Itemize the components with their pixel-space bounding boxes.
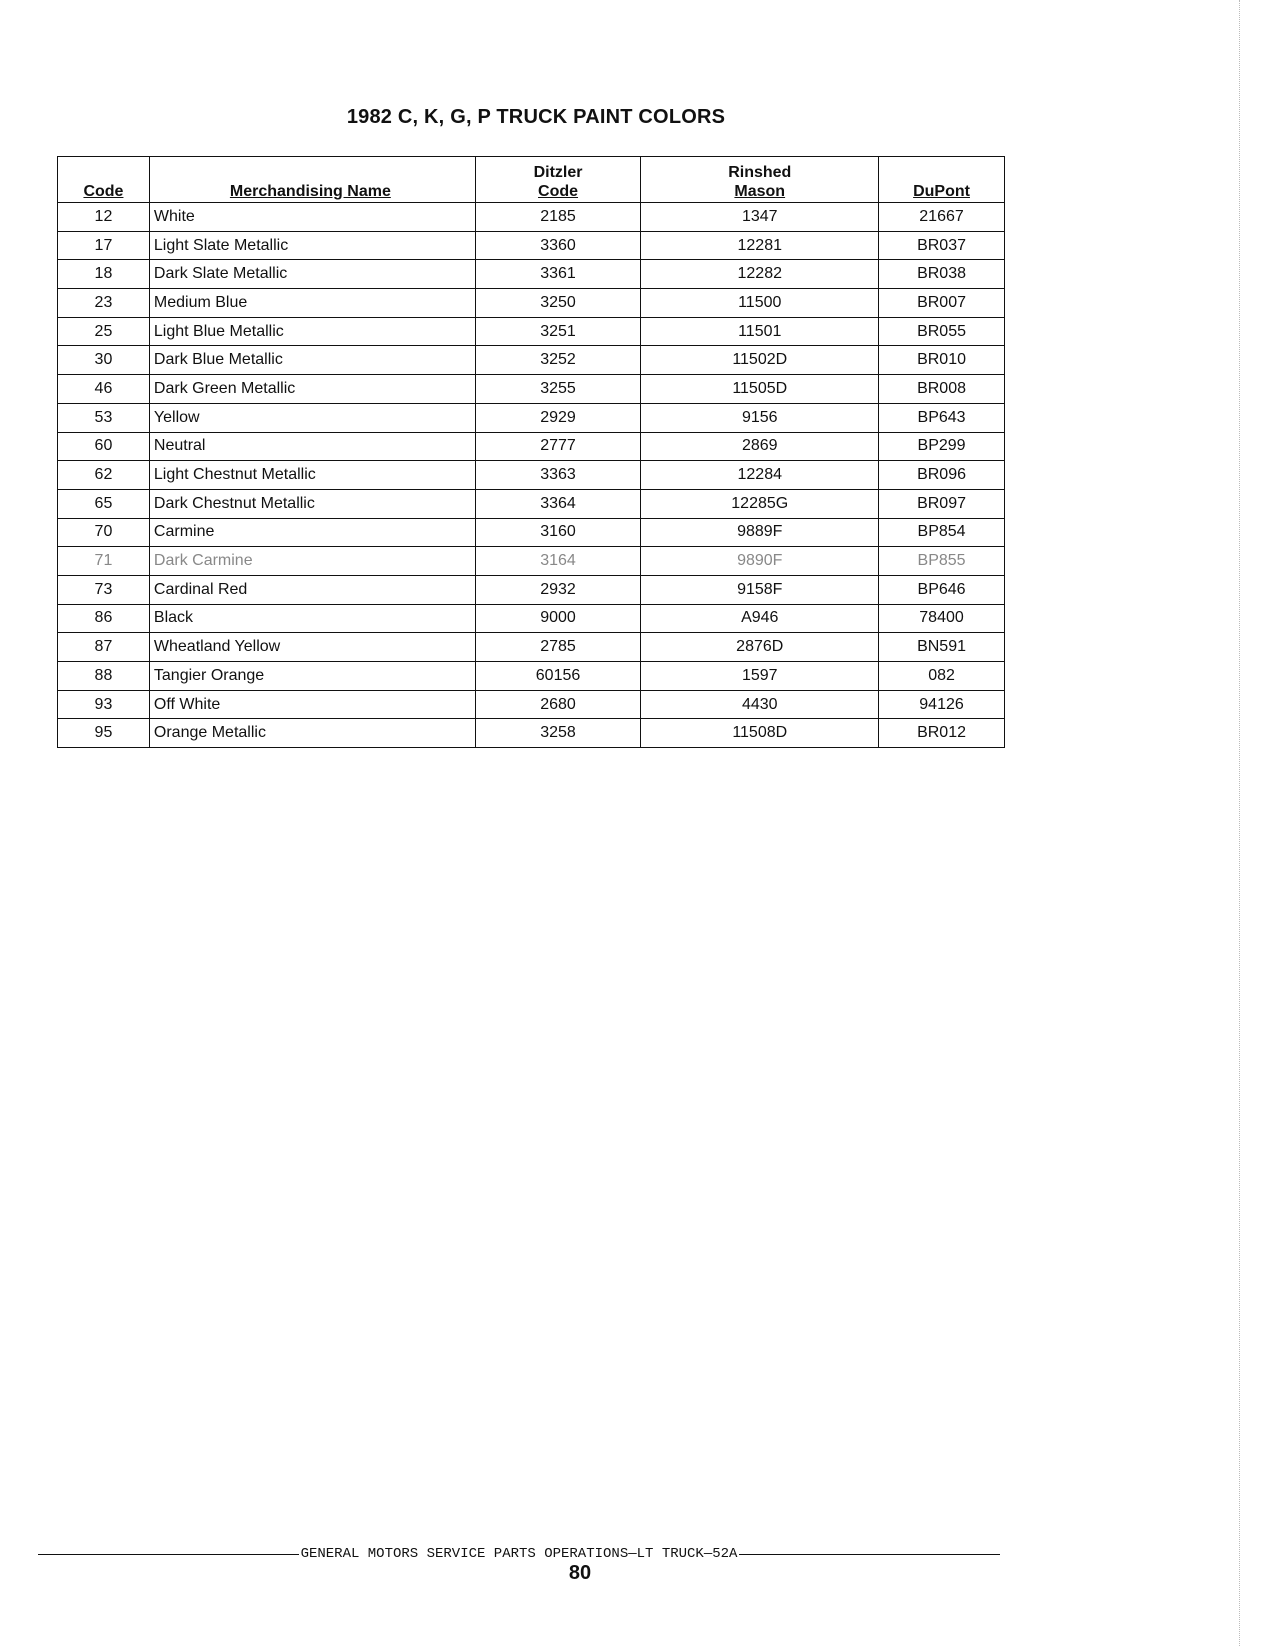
cell-dupont: 21667: [879, 203, 1005, 232]
table-row: [58, 203, 1005, 232]
cell-rinshed-mason: 1347: [641, 203, 879, 232]
cell-rinshed-mason: 12281: [641, 231, 879, 260]
cell-dupont: BR097: [879, 489, 1005, 518]
scan-margin-marks: [1239, 0, 1240, 1646]
table-header-row: [58, 157, 1005, 203]
cell-dupont: 94126: [879, 690, 1005, 719]
cell-code: 95: [58, 719, 150, 748]
cell-merchandising-name: Wheatland Yellow: [149, 633, 475, 662]
table-row: [58, 518, 1005, 547]
table-row: [58, 317, 1005, 346]
cell-code: 93: [58, 690, 150, 719]
cell-code: 46: [58, 375, 150, 404]
table-row: [58, 346, 1005, 375]
cell-merchandising-name: Orange Metallic: [149, 719, 475, 748]
cell-dupont: BR010: [879, 346, 1005, 375]
table-row: [58, 461, 1005, 490]
cell-merchandising-name: Cardinal Red: [149, 575, 475, 604]
cell-rinshed-mason: 12284: [641, 461, 879, 490]
cell-ditzler-code: 3361: [475, 260, 641, 289]
page-number: 80: [568, 1562, 592, 1584]
cell-code: 71: [58, 547, 150, 576]
cell-ditzler-code: 2932: [475, 575, 641, 604]
cell-rinshed-mason: 11508D: [641, 719, 879, 748]
table-row: [58, 231, 1005, 260]
cell-merchandising-name: Light Slate Metallic: [149, 231, 475, 260]
cell-rinshed-mason: A946: [641, 604, 879, 633]
cell-code: 88: [58, 662, 150, 691]
cell-code: 18: [58, 260, 150, 289]
table-row: [58, 375, 1005, 404]
cell-merchandising-name: Dark Carmine: [149, 547, 475, 576]
cell-ditzler-code: 2185: [475, 203, 641, 232]
cell-rinshed-mason: 12282: [641, 260, 879, 289]
cell-ditzler-code: 9000: [475, 604, 641, 633]
cell-ditzler-code: 3255: [475, 375, 641, 404]
cell-code: 30: [58, 346, 150, 375]
cell-merchandising-name: Dark Green Metallic: [149, 375, 475, 404]
header-code: Code: [58, 157, 150, 203]
cell-merchandising-name: Medium Blue: [149, 289, 475, 318]
table-row: [58, 260, 1005, 289]
cell-dupont: BP643: [879, 403, 1005, 432]
header-dupont: DuPont: [879, 157, 1005, 203]
cell-rinshed-mason: 4430: [641, 690, 879, 719]
table-row: [58, 432, 1005, 461]
table-row: [58, 489, 1005, 518]
cell-ditzler-code: 3258: [475, 719, 641, 748]
table-row: [58, 403, 1005, 432]
page-title: 1982 C, K, G, P TRUCK PAINT COLORS: [346, 106, 726, 128]
cell-ditzler-code: 2777: [475, 432, 641, 461]
cell-code: 65: [58, 489, 150, 518]
cell-code: 60: [58, 432, 150, 461]
cell-rinshed-mason: 1597: [641, 662, 879, 691]
cell-merchandising-name: Neutral: [149, 432, 475, 461]
cell-merchandising-name: Carmine: [149, 518, 475, 547]
cell-ditzler-code: 3360: [475, 231, 641, 260]
cell-dupont: BR007: [879, 289, 1005, 318]
cell-ditzler-code: 3251: [475, 317, 641, 346]
cell-dupont: BP299: [879, 432, 1005, 461]
cell-merchandising-name: Yellow: [149, 403, 475, 432]
cell-dupont: BR096: [879, 461, 1005, 490]
cell-merchandising-name: White: [149, 203, 475, 232]
cell-code: 73: [58, 575, 150, 604]
cell-ditzler-code: 3160: [475, 518, 641, 547]
cell-rinshed-mason: 2876D: [641, 633, 879, 662]
cell-dupont: BR038: [879, 260, 1005, 289]
table-row: [58, 662, 1005, 691]
table-row: [58, 690, 1005, 719]
table-row: [58, 633, 1005, 662]
table-row: [58, 719, 1005, 748]
cell-code: 25: [58, 317, 150, 346]
cell-merchandising-name: Black: [149, 604, 475, 633]
cell-ditzler-code: 3250: [475, 289, 641, 318]
cell-dupont: BR012: [879, 719, 1005, 748]
header-rinshed-mason: Rinshed Mason: [641, 157, 879, 203]
cell-rinshed-mason: 12285G: [641, 489, 879, 518]
table-row: [58, 604, 1005, 633]
cell-rinshed-mason: 9158F: [641, 575, 879, 604]
cell-merchandising-name: Tangier Orange: [149, 662, 475, 691]
cell-code: 86: [58, 604, 150, 633]
cell-ditzler-code: 3364: [475, 489, 641, 518]
table-row: [58, 575, 1005, 604]
cell-code: 62: [58, 461, 150, 490]
cell-dupont: 78400: [879, 604, 1005, 633]
cell-ditzler-code: 3252: [475, 346, 641, 375]
cell-rinshed-mason: 9890F: [641, 547, 879, 576]
cell-code: 23: [58, 289, 150, 318]
cell-rinshed-mason: 9889F: [641, 518, 879, 547]
cell-merchandising-name: Dark Slate Metallic: [149, 260, 475, 289]
cell-ditzler-code: 3363: [475, 461, 641, 490]
cell-rinshed-mason: 11505D: [641, 375, 879, 404]
header-ditzler-code: Ditzler Code: [475, 157, 641, 203]
cell-rinshed-mason: 11501: [641, 317, 879, 346]
cell-merchandising-name: Dark Blue Metallic: [149, 346, 475, 375]
cell-rinshed-mason: 2869: [641, 432, 879, 461]
cell-ditzler-code: 2929: [475, 403, 641, 432]
footer-text: GENERAL MOTORS SERVICE PARTS OPERATIONS—LT TRUCK—52A: [300, 1546, 738, 1562]
cell-ditzler-code: 3164: [475, 547, 641, 576]
cell-dupont: 082: [879, 662, 1005, 691]
cell-merchandising-name: Off White: [149, 690, 475, 719]
cell-code: 70: [58, 518, 150, 547]
cell-dupont: BR055: [879, 317, 1005, 346]
table-row: [58, 289, 1005, 318]
cell-merchandising-name: Light Blue Metallic: [149, 317, 475, 346]
cell-dupont: BR008: [879, 375, 1005, 404]
cell-dupont: BP854: [879, 518, 1005, 547]
table-row: [58, 547, 1005, 576]
cell-ditzler-code: 60156: [475, 662, 641, 691]
cell-code: 17: [58, 231, 150, 260]
cell-dupont: BP646: [879, 575, 1005, 604]
cell-ditzler-code: 2680: [475, 690, 641, 719]
cell-code: 87: [58, 633, 150, 662]
cell-code: 12: [58, 203, 150, 232]
cell-code: 53: [58, 403, 150, 432]
paint-colors-table: [57, 156, 1005, 748]
cell-rinshed-mason: 11500: [641, 289, 879, 318]
footer: [38, 1546, 1000, 1562]
cell-dupont: BR037: [879, 231, 1005, 260]
header-merchandising-name: Merchandising Name: [149, 157, 475, 203]
cell-dupont: BP855: [879, 547, 1005, 576]
cell-rinshed-mason: 9156: [641, 403, 879, 432]
cell-dupont: BN591: [879, 633, 1005, 662]
cell-merchandising-name: Light Chestnut Metallic: [149, 461, 475, 490]
cell-merchandising-name: Dark Chestnut Metallic: [149, 489, 475, 518]
footer-rule-left: [38, 1554, 299, 1555]
cell-rinshed-mason: 11502D: [641, 346, 879, 375]
cell-ditzler-code: 2785: [475, 633, 641, 662]
footer-rule-right: [739, 1554, 1000, 1555]
